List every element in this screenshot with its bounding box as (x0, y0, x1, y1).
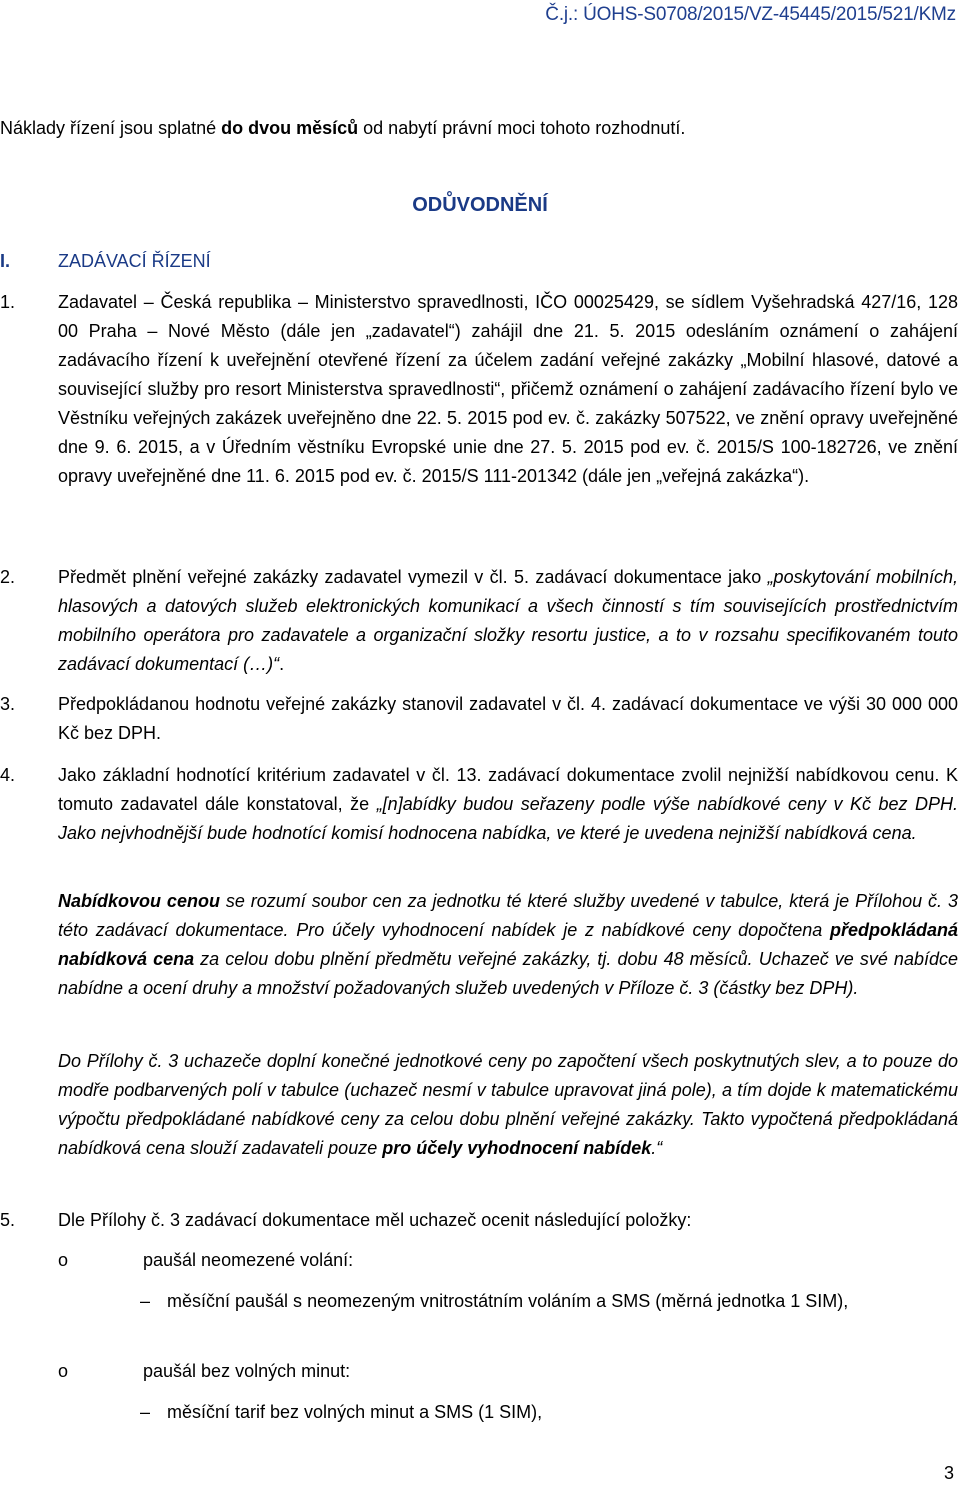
quoted-text: se rozumí soubor cen za jednotku té které služby uvedené v tabulce, která je Přílohou č. 3 této zadávací dokumentace. Pro účely vyhodnocení nabídek je z nabídkové ceny dopočtena (58, 891, 958, 940)
paragraph-text (58, 563, 958, 679)
chapter-heading (0, 251, 211, 272)
intro-text-2: od nabytí právní moci tohoto rozhodnutí. (358, 118, 686, 138)
bullet-marker: o (58, 1361, 69, 1381)
paragraph-5 (0, 1206, 958, 1235)
bold-term: pro účely vyhodnocení nabídek (382, 1138, 652, 1158)
bullet-text: paušál neomezené volání: (143, 1250, 354, 1270)
paragraph-lead: Předmět plnění veřejné zakázky zadavatel vymezil v čl. 5. zadávací dokumentace jako (58, 567, 768, 587)
dash-item (140, 1398, 958, 1427)
paragraph-text: Předpokládanou hodnotu veřejné zakázky stanovil zadavatel v čl. 4. zadávací dokumentace ve výši 30 000 000 Kč bez DPH. (58, 694, 958, 743)
dash-text: měsíční paušál s neomezeným vnitrostátním voláním a SMS (měrná jednotka 1 SIM), (167, 1291, 849, 1311)
quoted-text: „[n]abídky budou seřazeny podle výše nabídkové ceny v Kč bez DPH. Jako nejvhodnější bude hodnotící komisí hodnocena nabídka, ve které je uvedena nejnižší nabídková cena. (58, 794, 958, 843)
paragraph-1 (0, 288, 958, 491)
page-number: 3 (943, 1463, 954, 1483)
quoted-text: Do Přílohy č. 3 uchazeče doplní konečné jednotkové ceny po započtení všech poskytnutých slev, a to pouze do modře podbarvených polí v tabulce (uchazeč nesmí v tabulce upravovat jiná pole), a tím dojde k matematickému výpočtu předpokládané nabídkové ceny za celou dobu plnění veřejné zakázky. Takto vypočtená předpokládaná nabídková cena slouží zadavateli pouze (58, 1051, 958, 1158)
paragraph-number: 4. (0, 765, 16, 785)
quoted-text: za celou dobu plnění předmětu veřejné zakázky, tj. dobu 48 měsíců. Uchazeč ve své nabídce nabídne a ocení druhy a množství požadovaných služeb uvedených v Příloze č. 3 (částky bez DPH). (58, 949, 958, 998)
chapter-title: ZADÁVACÍ ŘÍZENÍ (58, 251, 211, 271)
quoted-text: .“ (651, 1138, 663, 1158)
bullet-item (58, 1357, 958, 1386)
dash-marker: – (140, 1402, 151, 1422)
paragraph-4 (0, 761, 958, 848)
costs-paragraph (0, 115, 958, 142)
section-title: ODŮVODNĚNÍ (412, 194, 548, 216)
dash-item (140, 1287, 958, 1316)
dash-text: měsíční tarif bez volných minut a SMS (1 SIM), (167, 1402, 543, 1422)
bullet-marker: o (58, 1250, 69, 1270)
intro-bold: do dvou měsíců (221, 118, 359, 138)
case-reference: Č.j.: ÚOHS-S0708/2015/VZ-45445/2015/521/KMz (545, 4, 956, 25)
bullet-item (58, 1246, 958, 1275)
quoted-text: „poskytování mobilních, hlasových a datových služeb elektronických komunikací a všech činností s tím souvisejících prostřednictvím mobilního operátora pro zadavatele a organizační složky resortu justice, a to v rozsahu specifikovaném touto zadávací dokumentací (…)“ (58, 567, 959, 674)
paragraph-end: . (279, 654, 285, 674)
paragraph-number: 3. (0, 694, 16, 714)
bold-term: Nabídkovou cenou (58, 891, 220, 911)
intro-text-1: Náklady řízení jsou splatné (0, 118, 222, 138)
paragraph-2 (0, 563, 958, 679)
paragraph-number: 5. (0, 1210, 16, 1230)
quoted-paragraph-annex (58, 1047, 958, 1163)
paragraph-number: 1. (0, 292, 16, 312)
bold-term: předpokládaná nabídková cena (58, 920, 958, 969)
paragraph-text: Zadavatel – Česká republika – Ministerstvo spravedlnosti, IČO 00025429, se sídlem Vyšehradská 427/16, 128 00 Praha – Nové Město (dále jen „zadavatel“) zahájil dne 21. 5. 2015 odesláním oznámení o zahájení zadávacího řízení k uveřejnění otevřené řízení za účelem zadání veřejné zakázky „Mobilní hlasové, datové a související služby pro resort Ministerstva spravedlnosti“, přičemž oznámení o zahájení zadávacího řízení bylo ve Věstníku veřejných zakázek uveřejněno dne 22. 5. 2015 pod ev. č. zakázky 507522, ve znění opravy uveřejněné dne 9. 6. 2015, a v Úředním věstníku Evropské unie dne 27. 5. 2015 pod ev. č. 2015/S 100-182726, ve znění opravy uveřejněné dne 11. 6. 2015 pod ev. č. 2015/S 111-201342 (dále jen „veřejná zakázka“). (58, 292, 958, 486)
paragraph-text (58, 761, 958, 848)
paragraph-number: 2. (0, 567, 16, 587)
bullet-text: paušál bez volných minut: (143, 1361, 351, 1381)
paragraph-lead: Jako základní hodnotící kritérium zadavatel v čl. 13. zadávací dokumentace zvolil nejnižší nabídkovou cenu. K tomuto zadavatel dále konstatoval, že (58, 765, 958, 814)
dash-marker: – (140, 1291, 151, 1311)
paragraph-3 (0, 690, 958, 748)
quoted-paragraph-price (58, 887, 958, 1003)
paragraph-text: Dle Přílohy č. 3 zadávací dokumentace měl uchazeč ocenit následující položky: (58, 1210, 692, 1230)
chapter-number: I. (0, 251, 11, 271)
